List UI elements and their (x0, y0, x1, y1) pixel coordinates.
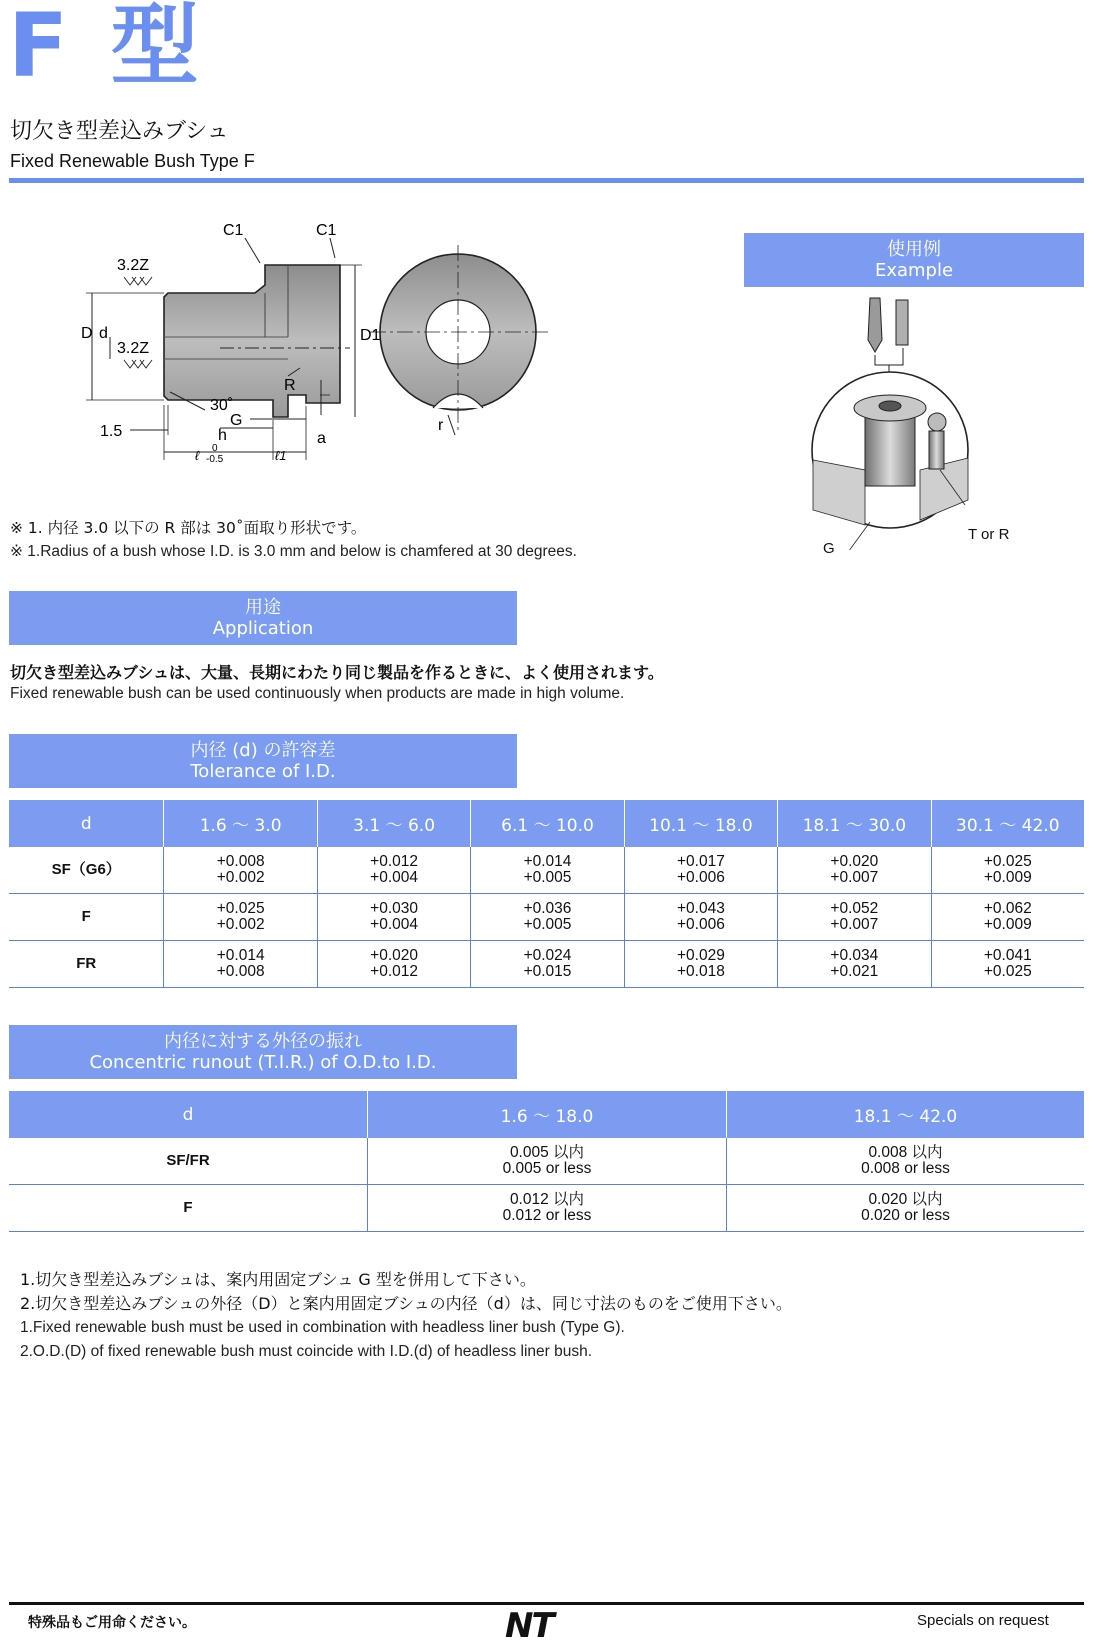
value-cell (368, 1138, 727, 1185)
value-upper: +0.052 (830, 900, 879, 917)
value-upper: +0.025 (216, 900, 265, 917)
runout-band-ja: 内径に対する外径の振れ (164, 1031, 362, 1052)
subtitle-japanese: 切欠き型差込みブシュ (10, 119, 229, 144)
footer-rule (9, 1602, 1084, 1605)
value-cell (778, 941, 931, 988)
value-upper: +0.030 (370, 900, 418, 917)
page-title: F 型 (8, 0, 205, 97)
label-a: a (317, 430, 326, 447)
value-cell (624, 847, 777, 894)
value-cell (727, 1138, 1085, 1185)
tolerance-band (9, 734, 517, 788)
value-lower: +0.002 (216, 916, 265, 933)
value-cell (931, 847, 1084, 894)
note-japanese: ※ 1. 内径 3.0 以下の R 部は 30˚面取り形状です。 (10, 519, 367, 537)
tolerance-header: 30.1 ～ 42.0 (931, 800, 1084, 847)
value-lower: 0.008 or less (861, 1160, 950, 1177)
runout-band (9, 1025, 517, 1079)
footer-right-text: Specials on request (917, 1612, 1049, 1629)
label-D1: D1 (360, 327, 381, 344)
label-h: h (218, 427, 227, 444)
value-cell (317, 894, 470, 941)
value-upper: +0.062 (983, 900, 1032, 917)
example-band-en: Example (874, 260, 954, 281)
value-lower: +0.025 (983, 963, 1032, 980)
tolerance-header: 1.6 ～ 3.0 (164, 800, 317, 847)
value-lower: +0.012 (370, 963, 418, 980)
application-band-en: Application (212, 618, 314, 639)
row-label: FR (9, 941, 164, 988)
footnote-en-2: 2.O.D.(D) of fixed renewable bush must coincide with I.D.(d) of headless liner bush. (20, 1343, 593, 1360)
value-lower: +0.009 (983, 869, 1032, 886)
footnote-ja-1: 1.切欠き型差込みブシュは、案内用固定ブシュ G 型を併用して下さい。 (20, 1270, 536, 1289)
runout-row (9, 1185, 1084, 1232)
example-band (744, 233, 1084, 287)
usage-example-illustration (800, 290, 1050, 550)
label-d: d (99, 325, 108, 342)
value-upper: +0.043 (676, 900, 725, 917)
runout-row (9, 1138, 1084, 1185)
value-upper: +0.034 (830, 947, 879, 964)
runout-header: 18.1 ～ 42.0 (727, 1091, 1085, 1138)
bush-dimension-drawing (70, 220, 590, 480)
value-lower: +0.005 (523, 916, 572, 933)
value-cell (317, 941, 470, 988)
application-band (9, 591, 517, 645)
tolerance-row (9, 847, 1084, 894)
value-cell (164, 894, 317, 941)
footer-left-text: 特殊品もご用命ください。 (28, 1615, 196, 1631)
value-upper: +0.020 (830, 853, 879, 870)
value-lower: +0.004 (370, 869, 418, 886)
value-upper: +0.020 (370, 947, 418, 964)
label-angle: 30˚ (210, 397, 234, 414)
value-upper: +0.029 (676, 947, 725, 964)
tolerance-row (9, 894, 1084, 941)
value-lower: +0.018 (676, 963, 725, 980)
value-lower: 0.012 or less (502, 1207, 592, 1224)
value-upper: +0.012 (370, 853, 418, 870)
value-upper: 0.020 以内 (868, 1191, 943, 1208)
value-lower: +0.008 (216, 963, 265, 980)
label-G: G (230, 412, 243, 429)
note-english: ※ 1.Radius of a bush whose I.D. is 3.0 mm and below is chamfered at 30 degrees. (10, 543, 577, 560)
value-upper: 0.008 以内 (868, 1144, 943, 1161)
label-c1-right: C1 (316, 222, 337, 239)
value-lower: 0.005 or less (502, 1160, 592, 1177)
value-cell (164, 941, 317, 988)
runout-header: 1.6 ～ 18.0 (368, 1091, 727, 1138)
nt-logo: NT (505, 1606, 553, 1646)
value-upper: +0.017 (676, 853, 725, 870)
tolerance-table (9, 800, 1084, 988)
value-lower: +0.007 (830, 869, 879, 886)
value-upper: +0.008 (216, 853, 265, 870)
footnote-ja-2: 2.切欠き型差込みブシュの外径（D）と案内用固定ブシュの内径（d）は、同じ寸法のものをご使用下さい。 (20, 1294, 792, 1313)
value-cell (778, 847, 931, 894)
label-l-upper: 0 (212, 443, 218, 454)
label-roughness-top: 3.2Z (117, 257, 150, 274)
value-lower: +0.002 (216, 869, 265, 886)
tolerance-header: 6.1 ～ 10.0 (471, 800, 624, 847)
runout-table (9, 1091, 1084, 1232)
subtitle-english: Fixed Renewable Bush Type F (10, 151, 255, 171)
value-upper: +0.014 (216, 947, 265, 964)
application-text-ja: 切欠き型差込みブシュは、大量、長期にわたり同じ製品を作るときに、よく使用されます。 (10, 663, 664, 682)
runout-header: d (9, 1091, 368, 1138)
tolerance-band-en: Tolerance of I.D. (190, 761, 336, 782)
row-label: SF/FR (9, 1138, 368, 1185)
value-lower: 0.020 or less (861, 1207, 950, 1224)
label-l: ℓ (195, 448, 200, 463)
value-cell (931, 941, 1084, 988)
runout-header-row (9, 1091, 1084, 1138)
value-upper: +0.014 (523, 853, 572, 870)
example-band-ja: 使用例 (887, 239, 941, 260)
value-cell (368, 1185, 727, 1232)
value-cell (778, 894, 931, 941)
value-cell (317, 847, 470, 894)
value-cell (471, 941, 624, 988)
row-label: F (9, 1185, 368, 1232)
tolerance-band-ja: 内径 (d) の許容差 (190, 740, 336, 761)
application-text-en: Fixed renewable bush can be used continuously when products are made in high volume. (10, 685, 625, 702)
label-r: r (438, 417, 444, 434)
tolerance-header: 18.1 ～ 30.0 (778, 800, 931, 847)
tolerance-header: d (9, 800, 164, 847)
application-band-ja: 用途 (245, 597, 281, 618)
value-cell (931, 894, 1084, 941)
value-upper: +0.036 (523, 900, 572, 917)
value-lower: +0.021 (830, 963, 879, 980)
value-cell (471, 847, 624, 894)
value-lower: +0.006 (676, 869, 725, 886)
example-label-g: G (823, 540, 835, 557)
tolerance-header-row (9, 800, 1084, 847)
runout-band-en: Concentric runout (T.I.R.) of O.D.to I.D. (89, 1052, 437, 1073)
value-upper: +0.025 (983, 853, 1032, 870)
value-lower: +0.007 (830, 916, 879, 933)
label-len-15: 1.5 (100, 423, 123, 440)
label-R: R (284, 377, 296, 394)
value-cell (164, 847, 317, 894)
value-cell (624, 941, 777, 988)
value-upper: 0.012 以内 (509, 1191, 585, 1208)
row-label: F (9, 894, 164, 941)
row-label: SF（G6） (9, 847, 164, 894)
value-cell (624, 894, 777, 941)
value-lower: +0.004 (370, 916, 418, 933)
value-upper: +0.041 (983, 947, 1032, 964)
tolerance-header: 3.1 ～ 6.0 (317, 800, 470, 847)
label-D: D (81, 325, 93, 342)
value-lower: +0.006 (676, 916, 725, 933)
label-l-lower: -0.5 (206, 454, 224, 465)
value-lower: +0.015 (523, 963, 572, 980)
label-c1-left: C1 (223, 222, 244, 239)
title-rule (9, 178, 1084, 183)
drawing-notes (10, 517, 577, 563)
value-lower: +0.009 (983, 916, 1032, 933)
usage-footnotes (20, 1268, 792, 1364)
value-lower: +0.005 (523, 869, 572, 886)
value-upper: 0.005 以内 (509, 1144, 585, 1161)
value-cell (727, 1185, 1085, 1232)
tolerance-header: 10.1 ～ 18.0 (624, 800, 777, 847)
value-cell (471, 894, 624, 941)
label-roughness-mid: 3.2Z (117, 340, 150, 357)
footnote-en-1: 1.Fixed renewable bush must be used in combination with headless liner bush (Type G). (20, 1319, 625, 1336)
label-l1: ℓ1 (275, 448, 287, 463)
value-upper: +0.024 (523, 947, 572, 964)
tolerance-row (9, 941, 1084, 988)
example-label-t-or-r: T or R (968, 526, 1010, 543)
